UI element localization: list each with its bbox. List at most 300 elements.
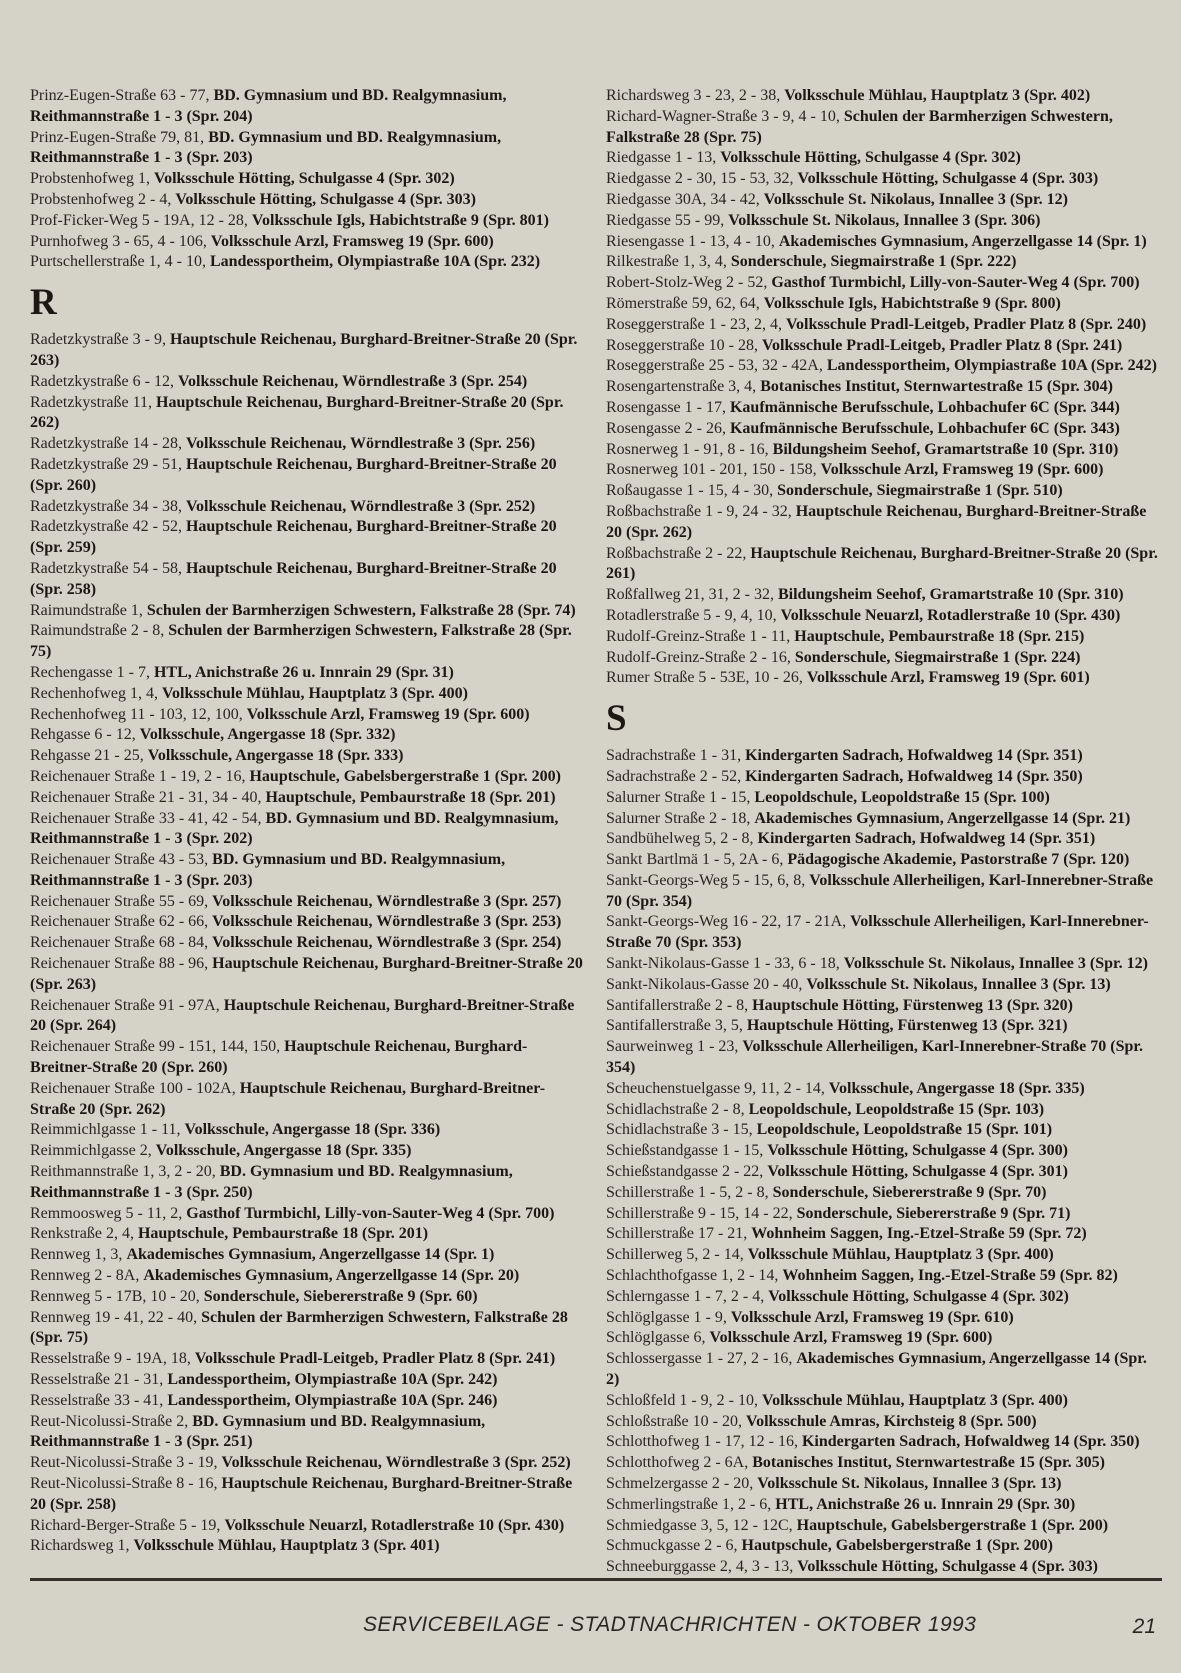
- school-info: Volksschule Mühlau, Hauptplatz 3 (Spr. 401): [133, 1537, 440, 1555]
- street-range: Reichenauer Straße 91 - 97A,: [30, 996, 220, 1014]
- street-range: Rumer Straße 5 - 53E, 10 - 26,: [606, 669, 803, 687]
- school-info: Volksschule Mühlau, Hauptplatz 3 (Spr. 400): [747, 1246, 1054, 1264]
- street-range: Schlerngasse 1 - 7, 2 - 4,: [606, 1287, 765, 1305]
- street-range: Sadrachstraße 2 - 52,: [606, 767, 742, 785]
- school-info: Sonderschule, Siebererstraße 9 (Spr. 71): [796, 1204, 1071, 1222]
- street-range: Riedgasse 2 - 30, 15 - 53, 32,: [606, 170, 794, 188]
- school-info: Kaufmännische Berufsschule, Lohbachufer 6C (Spr. 343): [729, 419, 1120, 437]
- school-info: Volksschule St. Nikolaus, Innallee 3 (Spr. 306): [728, 211, 1041, 229]
- school-info: Hauptschule Reichenau, Burghard-Breitner-Straße 20 (Spr. 264): [30, 996, 575, 1035]
- directory-entry: [30, 912, 586, 933]
- directory-entry: [606, 1287, 1162, 1308]
- directory-entry: [30, 1412, 586, 1454]
- street-range: Renkstraße 2, 4,: [30, 1225, 134, 1243]
- street-range: Schmiedgasse 3, 5, 12 - 12C,: [606, 1516, 793, 1534]
- street-range: Reichenauer Straße 100 - 102A,: [30, 1079, 236, 1097]
- directory-entry: [30, 169, 586, 190]
- directory-entry: [606, 606, 1162, 627]
- section-heading: S: [606, 698, 627, 740]
- street-range: Rechengasse 1 - 7,: [30, 663, 150, 681]
- school-info: Hauptschule Reichenau, Burghard-Breitner-Straße 20 (Spr. 262): [30, 393, 564, 432]
- street-range: Schillerweg 5, 2 - 14,: [606, 1246, 744, 1264]
- school-info: Volksschule St. Nikolaus, Innallee 3 (Spr. 13): [757, 1475, 1062, 1492]
- school-info: Kaufmännische Berufsschule, Lohbachufer 6C (Spr. 344): [729, 398, 1120, 416]
- directory-entry: [30, 809, 586, 851]
- school-info: Volksschule Mühlau, Hauptplatz 3 (Spr. 402): [784, 87, 1091, 104]
- school-info: Gasthof Turmbichl, Lilly-von-Sauter-Weg 4 (Spr. 700): [771, 274, 1140, 292]
- street-range: Reichenauer Straße 33 - 41, 42 - 54,: [30, 809, 262, 827]
- school-info: Volksschule Arzl, Framsweg 19 (Spr. 600): [709, 1329, 993, 1347]
- school-info: Volksschule Arzl, Framsweg 19 (Spr. 600): [820, 461, 1104, 479]
- school-info: Volksschule Reichenau, Wörndlestraße 3 (Spr. 252): [221, 1454, 571, 1472]
- directory-entry: [30, 1120, 586, 1141]
- street-range: Riedgasse 55 - 99,: [606, 211, 725, 229]
- school-info: Botanisches Institut, Sternwartestraße 15 (Spr. 304): [760, 378, 1113, 396]
- directory-entry: [30, 850, 586, 892]
- street-range: Schidlachstraße 3 - 15,: [606, 1121, 753, 1139]
- street-range: Sankt Bartlmä 1 - 5, 2A - 6,: [606, 851, 784, 869]
- directory-entry: [606, 1266, 1162, 1287]
- school-info: Volksschule Hötting, Schulgasse 4 (Spr. 303): [797, 170, 1099, 188]
- street-range: Rosengasse 1 - 17,: [606, 398, 726, 416]
- directory-entry: [30, 559, 586, 601]
- street-range: Richard-Berger-Straße 5 - 19,: [30, 1516, 221, 1534]
- street-range: Reichenauer Straße 43 - 53,: [30, 851, 209, 869]
- street-range: Rennweg 19 - 41, 22 - 40,: [30, 1308, 198, 1326]
- school-info: Schulen der Barmherzigen Schwestern, Falkstraße 28 (Spr. 75): [606, 107, 1113, 146]
- street-range: Rechenhofweg 11 - 103, 12, 100,: [30, 705, 243, 723]
- school-info: Volksschule Pradl-Leitgeb, Pradler Platz 8 (Spr. 241): [761, 336, 1123, 354]
- school-info: Akademisches Gymnasium, Angerzellgasse 14 (Spr. 20): [143, 1267, 520, 1285]
- school-info: Bildungsheim Seehof, Gramartstraße 10 (Spr. 310): [772, 440, 1119, 458]
- street-range: Reichenauer Straße 55 - 69,: [30, 892, 209, 910]
- school-info: Kindergarten Sadrach, Hofwaldweg 14 (Spr. 351): [745, 747, 1083, 765]
- street-range: Sankt-Nikolaus-Gasse 20 - 40,: [606, 975, 803, 993]
- school-info: Leopoldschule, Leopoldstraße 15 (Spr. 103): [748, 1100, 1045, 1118]
- street-range: Remmoosweg 5 - 11, 2,: [30, 1204, 183, 1222]
- school-info: Volksschule Reichenau, Wörndlestraße 3 (Spr. 254): [212, 934, 562, 952]
- directory-entry: [30, 1224, 586, 1245]
- directory-entry: [606, 1204, 1162, 1225]
- street-range: Scheuchenstuelgasse 9, 11, 2 - 14,: [606, 1079, 825, 1097]
- street-range: Probstenhofweg 2 - 4,: [30, 190, 172, 208]
- directory-entry: [30, 1037, 586, 1079]
- school-info: Sonderschule, Siegmairstraße 1 (Spr. 222): [730, 253, 1017, 271]
- street-range: Reithmannstraße 1, 3, 2 - 20,: [30, 1163, 216, 1181]
- directory-entry: [606, 1495, 1162, 1516]
- street-range: Schießstandgasse 1 - 15,: [606, 1142, 764, 1160]
- directory-entry: [30, 1079, 586, 1121]
- street-range: Radetzkystraße 29 - 51,: [30, 455, 182, 473]
- street-range: Reut-Nicolussi-Straße 2,: [30, 1412, 189, 1430]
- school-info: Volksschule Pradl-Leitgeb, Pradler Platz 8 (Spr. 240): [785, 315, 1147, 333]
- street-range: Schlöglgasse 1 - 9,: [606, 1308, 727, 1326]
- street-range: Schlotthofweg 2 - 6A,: [606, 1454, 749, 1472]
- street-range: Radetzkystraße 3 - 9,: [30, 331, 166, 349]
- school-info: Akademisches Gymnasium, Angerzellgasse 14 (Spr. 2): [606, 1350, 1147, 1389]
- directory-entry: [30, 663, 586, 684]
- directory-entry: [30, 1141, 586, 1162]
- directory-entry: [606, 107, 1162, 149]
- street-range: Rudolf-Greinz-Straße 1 - 11,: [606, 627, 791, 645]
- street-range: Prof-Ficker-Weg 5 - 19A, 12 - 28,: [30, 211, 248, 229]
- directory-entry: [30, 211, 586, 232]
- street-range: Reimmichlgasse 1 - 11,: [30, 1121, 181, 1139]
- directory-entry: [30, 788, 586, 809]
- school-info: Hautpschule, Gabelsbergerstraße 1 (Spr. 200): [741, 1537, 1053, 1555]
- street-range: Roseggerstraße 1 - 23, 2, 4,: [606, 315, 782, 333]
- school-info: Hauptschule, Pembaurstraße 18 (Spr. 201): [137, 1225, 429, 1243]
- school-info: Hauptschule Hötting, Fürstenweg 13 (Spr. 321): [746, 1017, 1068, 1035]
- street-range: Schlossergasse 1 - 27, 2 - 16,: [606, 1350, 793, 1368]
- school-info: Hauptschule, Gabelsbergerstraße 1 (Spr. 200): [796, 1516, 1109, 1534]
- school-info: Kindergarten Sadrach, Hofwaldweg 14 (Spr. 351): [757, 830, 1096, 848]
- directory-entry: [30, 705, 586, 726]
- school-info: Schulen der Barmherzigen Schwestern, Falkstraße 28 (Spr. 75): [30, 622, 572, 661]
- school-info: Bildungsheim Seehof, Gramartstraße 10 (Spr. 310): [777, 586, 1124, 604]
- street-range: Reimmichlgasse 2,: [30, 1142, 152, 1160]
- school-info: Akademisches Gymnasium, Angerzellgasse 14 (Spr. 1): [778, 232, 1147, 250]
- directory-entry: [606, 211, 1162, 232]
- directory-entry: [606, 315, 1162, 336]
- street-range: Richardsweg 3 - 23, 2 - 38,: [606, 87, 781, 104]
- street-range: Reichenauer Straße 62 - 66,: [30, 913, 209, 931]
- school-info: BD. Gymnasium und BD. Realgymnasium, Reithmannstraße 1 - 3 (Spr. 202): [30, 809, 559, 848]
- school-info: Hauptschule, Pembaurstraße 18 (Spr. 201): [265, 788, 556, 806]
- street-range: Rennweg 1, 3,: [30, 1246, 123, 1264]
- directory-entry: [606, 1245, 1162, 1266]
- street-range: Radetzkystraße 54 - 58,: [30, 559, 182, 577]
- school-info: Volksschule St. Nikolaus, Innallee 3 (Spr. 12): [763, 190, 1068, 208]
- directory-entry: [606, 975, 1162, 996]
- street-range: Prinz-Eugen-Straße 63 - 77,: [30, 87, 210, 104]
- street-range: Schillerstraße 17 - 21,: [606, 1225, 748, 1243]
- directory-entry: [606, 1391, 1162, 1412]
- directory-entry: [606, 1474, 1162, 1495]
- street-range: Rosnerweg 101 - 201, 150 - 158,: [606, 461, 817, 479]
- street-range: Schneeburggasse 2, 4, 3 - 13,: [606, 1558, 794, 1576]
- directory-entry: [606, 1432, 1162, 1453]
- directory-entry: [30, 517, 586, 559]
- school-info: Volksschule Hötting, Schulgasse 4 (Spr. 301): [767, 1163, 1068, 1181]
- street-range: Rehgasse 21 - 25,: [30, 747, 144, 765]
- school-info: Volksschule Hötting, Schulgasse 4 (Spr. 300): [767, 1142, 1068, 1160]
- street-range: Rennweg 2 - 8A,: [30, 1267, 140, 1285]
- street-range: Roseggerstraße 10 - 28,: [606, 336, 758, 354]
- school-info: Wohnheim Saggen, Ing.-Etzel-Straße 59 (Spr. 82): [782, 1267, 1118, 1285]
- directory-entry: [30, 1453, 586, 1474]
- directory-entry: [30, 86, 586, 128]
- street-range: Resselstraße 33 - 41,: [30, 1391, 164, 1409]
- directory-entry: [606, 746, 1162, 767]
- school-info: Volksschule Reichenau, Wörndlestraße 3 (Spr. 256): [185, 435, 536, 453]
- school-info: Hauptschule Reichenau, Burghard-Breitner-Straße 20 (Spr. 263): [30, 955, 583, 993]
- street-range: Reichenauer Straße 68 - 84,: [30, 934, 209, 952]
- street-range: Schloßstraße 10 - 20,: [606, 1412, 742, 1430]
- directory-entry: [606, 481, 1162, 502]
- school-info: Schulen der Barmherzigen Schwestern, Falkstraße 28 (Spr. 74): [146, 601, 576, 619]
- directory-entry: [606, 1224, 1162, 1245]
- street-range: Richardsweg 1,: [30, 1537, 130, 1555]
- directory-entry: [30, 1391, 586, 1412]
- street-range: Rosengasse 2 - 26,: [606, 419, 726, 437]
- street-range: Roßbachstraße 2 - 22,: [606, 544, 747, 562]
- directory-entry: [606, 788, 1162, 809]
- school-info: Hauptschule, Gabelsbergerstraße 1 (Spr. 200): [249, 767, 561, 785]
- directory-entry: [30, 1266, 586, 1287]
- directory-entry: [606, 1100, 1162, 1121]
- street-range: Schlöglgasse 6,: [606, 1329, 706, 1347]
- street-range: Sankt-Nikolaus-Gasse 1 - 33, 6 - 18,: [606, 955, 840, 973]
- street-range: Schillerstraße 9 - 15, 14 - 22,: [606, 1204, 793, 1222]
- street-range: Schlachthofgasse 1, 2 - 14,: [606, 1267, 779, 1285]
- directory-entry: [30, 1536, 586, 1557]
- school-info: Volksschule Arzl, Framsweg 19 (Spr. 610): [730, 1308, 1014, 1326]
- street-range: Reut-Nicolussi-Straße 8 - 16,: [30, 1475, 218, 1492]
- column: [606, 86, 1162, 1578]
- street-range: Reichenauer Straße 21 - 31, 34 - 40,: [30, 788, 262, 806]
- school-info: Sonderschule, Siegmairstraße 1 (Spr. 224): [794, 648, 1081, 666]
- school-info: BD. Gymnasium und BD. Realgymnasium, Reithmannstraße 1 - 3 (Spr. 250): [30, 1163, 513, 1201]
- directory-entry: [606, 1308, 1162, 1329]
- school-info: Hauptschule Reichenau, Burghard-Breitner-Straße 20 (Spr. 262): [606, 502, 1147, 541]
- directory-entry: [606, 252, 1162, 273]
- street-range: Resselstraße 21 - 31,: [30, 1371, 164, 1389]
- school-info: Volksschule, Angergasse 18 (Spr. 332): [139, 726, 396, 744]
- school-info: Volksschule Allerheiligen, Karl-Innerebner-Straße 70 (Spr. 354): [606, 871, 1154, 910]
- directory-entry: [606, 419, 1162, 440]
- street-range: Riedgasse 30A, 34 - 42,: [606, 190, 760, 208]
- school-info: Hauptschule Reichenau, Burghard-Breitner-Straße 20 (Spr. 261): [606, 544, 1158, 583]
- directory-entry: [606, 912, 1162, 954]
- street-range: Sankt-Georgs-Weg 5 - 15, 6, 8,: [606, 871, 806, 889]
- school-info: HTL, Anichstraße 26 u. Innrain 29 (Spr. 30): [775, 1495, 1076, 1513]
- school-info: Hauptschule Reichenau, Burghard-Breitner-Straße 20 (Spr. 263): [30, 331, 578, 369]
- school-info: Leopoldschule, Leopoldstraße 15 (Spr. 100): [754, 788, 1050, 806]
- directory-entry: [606, 86, 1162, 107]
- school-info: Volksschule Hötting, Schulgasse 4 (Spr. 302): [153, 170, 455, 188]
- directory-entry: [606, 232, 1162, 253]
- street-range: Rotadlerstraße 5 - 9, 4, 10,: [606, 606, 777, 624]
- street-range: Radetzkystraße 14 - 28,: [30, 435, 182, 453]
- directory-entry: [30, 746, 586, 767]
- street-range: Radetzkystraße 11,: [30, 393, 153, 411]
- directory-entry: [30, 372, 586, 393]
- street-range: Riedgasse 1 - 13,: [606, 149, 717, 167]
- directory-entry: [606, 767, 1162, 788]
- school-info: Volksschule Pradl-Leitgeb, Pradler Platz 8 (Spr. 241): [194, 1350, 556, 1368]
- street-range: Salurner Straße 2 - 18,: [606, 809, 751, 827]
- school-info: BD. Gymnasium und BD. Realgymnasium, Reithmannstraße 1 - 3 (Spr. 204): [30, 87, 507, 125]
- directory-entry: [30, 954, 586, 996]
- school-info: Landessportheim, Olympiastraße 10A (Spr. 246): [167, 1391, 498, 1409]
- directory-entry: [30, 232, 586, 253]
- street-range: Rehgasse 6 - 12,: [30, 726, 136, 744]
- footer-text: SERVICEBEILAGE - STADTNACHRICHTEN - OKTOBER 1993: [363, 1613, 977, 1636]
- street-range: Reichenauer Straße 99 - 151, 144, 150,: [30, 1038, 281, 1056]
- directory-entry: [606, 273, 1162, 294]
- street-range: Sadrachstraße 1 - 31,: [606, 747, 742, 765]
- school-info: Hauptschule Hötting, Fürstenweg 13 (Spr. 320): [752, 996, 1073, 1014]
- school-info: Volksschule Reichenau, Wörndlestraße 3 (Spr. 257): [212, 892, 562, 910]
- directory-entry: [606, 996, 1162, 1017]
- street-range: Rechenhofweg 1, 4,: [30, 684, 158, 702]
- school-info: Volksschule St. Nikolaus, Innallee 3 (Spr. 13): [806, 975, 1111, 993]
- school-info: BD. Gymnasium und BD. Realgymnasium, Reithmannstraße 1 - 3 (Spr. 251): [30, 1412, 486, 1451]
- street-range: Raimundstraße 2 - 8,: [30, 622, 165, 640]
- street-range: Roßfallweg 21, 31, 2 - 32,: [606, 586, 774, 604]
- school-info: Hauptschule Reichenau, Burghard-Breitner-Straße 20 (Spr. 259): [30, 518, 557, 557]
- street-range: Reichenauer Straße 88 - 96,: [30, 955, 209, 973]
- street-range: Santifallerstraße 2 - 8,: [606, 996, 749, 1014]
- school-info: Volksschule Arzl, Framsweg 19 (Spr. 600): [246, 705, 530, 723]
- directory-entry: [30, 128, 586, 170]
- directory-entry: [606, 460, 1162, 481]
- school-info: Volksschule Igls, Habichtstraße 9 (Spr. 800): [763, 294, 1061, 312]
- directory-entry: [606, 585, 1162, 606]
- directory-entry: [606, 829, 1162, 850]
- directory-entry: [30, 1287, 586, 1308]
- directory-entry: [30, 767, 586, 788]
- school-info: Hauptschule Reichenau, Burghard-Breitner-Straße 20 (Spr. 258): [30, 1475, 573, 1513]
- school-info: Akademisches Gymnasium, Angerzellgasse 14 (Spr. 21): [754, 809, 1131, 827]
- school-info: Volksschule Reichenau, Wörndlestraße 3 (Spr. 253): [212, 913, 562, 931]
- directory-entry: [30, 1162, 586, 1204]
- street-range: Sankt-Georgs-Weg 16 - 22, 17 - 21A,: [606, 913, 847, 931]
- street-range: Reut-Nicolussi-Straße 3 - 19,: [30, 1454, 218, 1472]
- directory-entry: [30, 1308, 586, 1350]
- street-range: Radetzkystraße 42 - 52,: [30, 518, 182, 536]
- street-range: Radetzkystraße 34 - 38,: [30, 497, 182, 515]
- directory-entry: [606, 850, 1162, 871]
- directory-entry: [606, 148, 1162, 169]
- school-info: Akademisches Gymnasium, Angerzellgasse 14 (Spr. 1): [126, 1246, 495, 1264]
- street-range: Rilkestraße 1, 3, 4,: [606, 253, 727, 271]
- street-range: Schießstandgasse 2 - 22,: [606, 1163, 764, 1181]
- street-range: Riesengasse 1 - 13, 4 - 10,: [606, 232, 775, 250]
- school-info: Hauptschule Reichenau, Burghard-Breitner-Straße 20 (Spr. 258): [30, 559, 557, 598]
- directory-entry: [30, 190, 586, 211]
- school-info: Sonderschule, Siegmairstraße 1 (Spr. 510): [777, 482, 1063, 500]
- school-info: BD. Gymnasium und BD. Realgymnasium, Reithmannstraße 1 - 3 (Spr. 203): [30, 851, 506, 889]
- school-info: Volksschule, Angergasse 18 (Spr. 335): [155, 1142, 412, 1160]
- directory-entry: [606, 648, 1162, 669]
- school-info: Volksschule Allerheiligen, Karl-Innerebner-Straße 70 (Spr. 353): [606, 913, 1149, 952]
- directory-entry: [606, 336, 1162, 357]
- directory-entry: [606, 1016, 1162, 1037]
- directory-entry: [30, 497, 586, 518]
- footer: [30, 1613, 1162, 1637]
- directory-entry: [606, 1557, 1162, 1578]
- school-info: Volksschule, Angergasse 18 (Spr. 336): [184, 1121, 441, 1139]
- directory-entry: [606, 627, 1162, 648]
- directory-entry: [606, 1536, 1162, 1557]
- directory-entry: [606, 169, 1162, 190]
- school-info: Leopoldschule, Leopoldstraße 15 (Spr. 101): [756, 1121, 1053, 1139]
- school-info: Pädagogische Akademie, Pastorstraße 7 (Spr. 120): [787, 851, 1130, 869]
- school-info: Volksschule Neuarzl, Rotadlerstraße 10 (Spr. 430): [780, 606, 1121, 624]
- school-info: Volksschule Neuarzl, Rotadlerstraße 10 (Spr. 430): [224, 1516, 565, 1534]
- street-range: Roseggerstraße 25 - 53, 32 - 42A,: [606, 357, 823, 375]
- directory-entry: [606, 1349, 1162, 1391]
- street-range: Purnhofweg 3 - 65, 4 - 106,: [30, 232, 207, 250]
- directory-entry: [30, 1349, 586, 1370]
- school-info: HTL, Anichstraße 26 u. Innrain 29 (Spr. 31): [153, 663, 454, 681]
- school-info: Volksschule Reichenau, Wörndlestraße 3 (Spr. 252): [185, 497, 536, 515]
- street-range: Reichenauer Straße 1 - 19, 2 - 16,: [30, 767, 246, 785]
- directory-entry: [30, 1474, 586, 1516]
- directory-entry: [606, 502, 1162, 544]
- section-heading: R: [30, 282, 57, 324]
- school-info: Schulen der Barmherzigen Schwestern, Falkstraße 28 (Spr. 75): [30, 1308, 568, 1347]
- directory-entry: [606, 1162, 1162, 1183]
- street-range: Roßaugasse 1 - 15, 4 - 30,: [606, 482, 774, 500]
- street-range: Santifallerstraße 3, 5,: [606, 1017, 743, 1035]
- directory-entry: [30, 996, 586, 1038]
- school-info: Hauptschule Reichenau, Burghard-Breitner-Straße 20 (Spr. 260): [30, 1038, 528, 1077]
- directory-entry: [30, 330, 586, 372]
- school-info: Wohnheim Saggen, Ing.-Etzel-Straße 59 (Spr. 72): [751, 1225, 1087, 1243]
- footer-rule: [30, 1578, 1162, 1637]
- school-info: Volksschule Arzl, Framsweg 19 (Spr. 601): [806, 669, 1090, 687]
- street-range: Rudolf-Greinz-Straße 2 - 16,: [606, 648, 791, 666]
- school-info: Volksschule Amras, Kirchsteig 8 (Spr. 500): [745, 1412, 1037, 1430]
- directory-entry: [606, 1412, 1162, 1433]
- directory-entry: [606, 294, 1162, 315]
- street-range: Schidlachstraße 2 - 8,: [606, 1100, 745, 1118]
- school-info: Volksschule Hötting, Schulgasse 4 (Spr. 303): [175, 190, 476, 208]
- directory-entry: [606, 377, 1162, 398]
- directory-entry: [30, 434, 586, 455]
- directory-columns: [30, 86, 1162, 1578]
- directory-entry: [606, 1453, 1162, 1474]
- directory-entry: [606, 1141, 1162, 1162]
- street-range: Roßbachstraße 1 - 9, 24 - 32,: [606, 502, 792, 520]
- school-info: Volksschule, Angergasse 18 (Spr. 335): [828, 1079, 1085, 1097]
- street-range: Probstenhofweg 1,: [30, 170, 150, 188]
- school-info: Hauptschule Reichenau, Burghard-Breitner-Straße 20 (Spr. 262): [30, 1079, 546, 1118]
- directory-entry: [606, 440, 1162, 461]
- school-info: Volksschule Arzl, Framsweg 19 (Spr. 600): [210, 232, 494, 250]
- directory-entry: [606, 1079, 1162, 1100]
- street-range: Rosnerweg 1 - 91, 8 - 16,: [606, 440, 769, 458]
- directory-entry: [30, 601, 586, 622]
- directory-entry: [606, 1516, 1162, 1537]
- school-info: Volksschule Mühlau, Hauptplatz 3 (Spr. 400): [161, 684, 468, 702]
- school-info: Volksschule Hötting, Schulgasse 4 (Spr. 302): [720, 149, 1021, 167]
- street-range: Schloßfeld 1 - 9, 2 - 10,: [606, 1391, 758, 1409]
- street-range: Römerstraße 59, 62, 64,: [606, 294, 760, 312]
- school-info: Botanisches Institut, Sternwartestraße 15 (Spr. 305): [752, 1454, 1105, 1472]
- directory-entry: [606, 668, 1162, 689]
- directory-entry: [606, 1120, 1162, 1141]
- school-info: Kindergarten Sadrach, Hofwaldweg 14 (Spr. 350): [801, 1433, 1140, 1451]
- directory-entry: [30, 684, 586, 705]
- school-info: Volksschule Hötting, Schulgasse 4 (Spr. 303): [797, 1558, 1098, 1576]
- directory-entry: [30, 455, 586, 497]
- street-range: Saurweinweg 1 - 23,: [606, 1038, 739, 1056]
- school-info: Volksschule, Angergasse 18 (Spr. 333): [147, 747, 404, 765]
- directory-entry: [30, 1245, 586, 1266]
- street-range: Schmuckgasse 2 - 6,: [606, 1537, 738, 1555]
- school-info: Sonderschule, Siebererstraße 9 (Spr. 60): [203, 1287, 478, 1305]
- directory-entry: [606, 190, 1162, 211]
- directory-entry: [30, 933, 586, 954]
- directory-entry: [30, 1204, 586, 1225]
- column: [30, 86, 586, 1578]
- directory-entry: [30, 1516, 586, 1537]
- directory-entry: [30, 1370, 586, 1391]
